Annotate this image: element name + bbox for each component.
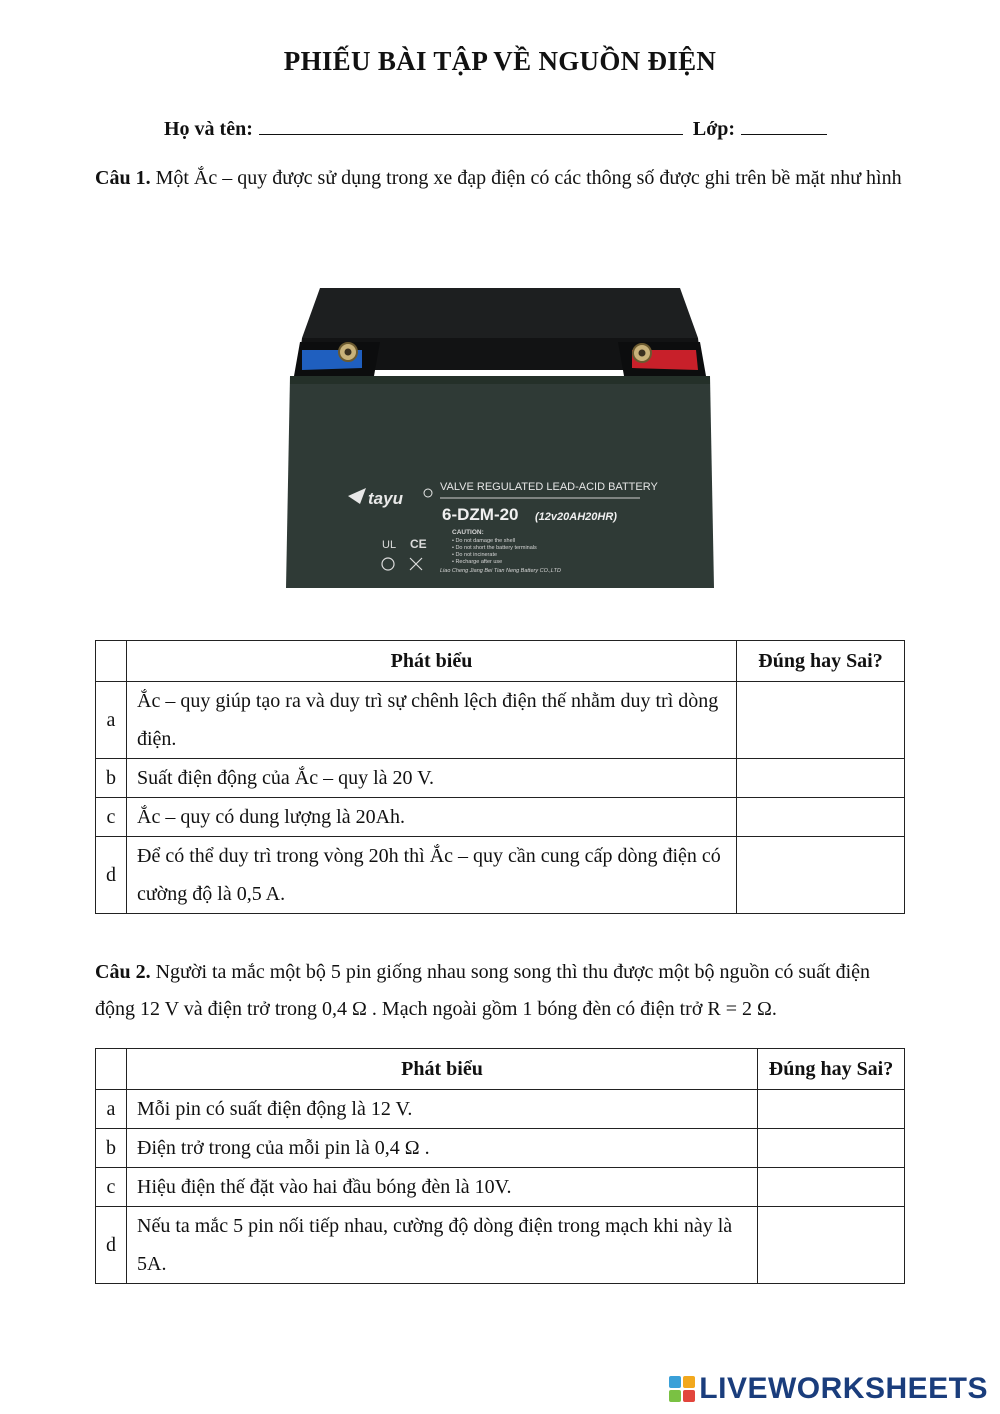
name-label: Họ và tên:	[164, 118, 253, 140]
answer-cell[interactable]	[758, 1090, 905, 1129]
battery-spec: (12v20AH20HR)	[535, 511, 617, 523]
statement-header: Phát biểu	[127, 1049, 758, 1090]
answer-cell[interactable]	[737, 682, 905, 759]
table-row	[96, 798, 905, 837]
caution-title: CAUTION:	[452, 529, 484, 536]
question-2	[95, 954, 910, 1028]
liveworksheets-logo	[669, 1372, 988, 1406]
row-statement: Mỗi pin có suất điện động là 12 V.	[127, 1090, 758, 1129]
index-header	[96, 641, 127, 682]
question-1-label: Câu 1.	[95, 167, 151, 189]
index-header	[96, 1049, 127, 1090]
row-statement: Ắc – quy có dung lượng là 20Ah.	[127, 798, 737, 837]
row-index: c	[96, 1168, 127, 1207]
student-info-line	[164, 116, 827, 141]
row-index: a	[96, 1090, 127, 1129]
statement-header: Phát biểu	[127, 641, 737, 682]
row-statement: Điện trở trong của mỗi pin là 0,4 Ω .	[127, 1129, 758, 1168]
statement-table-1	[95, 640, 905, 914]
row-index: b	[96, 1129, 127, 1168]
question-1	[95, 160, 910, 197]
battery-image	[250, 258, 750, 616]
liveworksheets-icon	[669, 1376, 695, 1402]
caution-line-2: • Do not short the battery terminals	[452, 545, 537, 551]
row-statement: Suất điện động của Ắc – quy là 20 V.	[127, 759, 737, 798]
question-2-label: Câu 2.	[95, 961, 151, 983]
table-header	[96, 1049, 905, 1090]
class-label: Lớp:	[692, 118, 736, 140]
answer-header: Đúng hay Sai?	[758, 1049, 905, 1090]
row-statement: Hiệu điện thế đặt vào hai đầu bóng đèn là 10V.	[127, 1168, 758, 1207]
table-row	[96, 1129, 905, 1168]
question-2-text: Người ta mắc một bộ 5 pin giống nhau song song thì thu được một bộ nguồn có suất điện động 12 V và điện trở trong 0,4 Ω . Mạch ngoài gồm 1 bóng đèn có điện trở R = 2 Ω.	[95, 961, 871, 1020]
svg-text:tayu: tayu	[368, 489, 403, 508]
table-header	[96, 641, 905, 682]
battery-lid	[302, 288, 698, 338]
table-row	[96, 837, 905, 914]
answer-cell[interactable]	[737, 759, 905, 798]
battery-maker: Liao Cheng Jiang Bei Tian Neng Battery CO.,LTD	[440, 568, 561, 574]
answer-cell[interactable]	[758, 1168, 905, 1207]
table-row	[96, 759, 905, 798]
row-index: d	[96, 1207, 127, 1284]
question-1-text: Một Ắc – quy được sử dụng trong xe đạp điện có các thông số được ghi trên bề mặt như hình	[150, 167, 902, 189]
table-row	[96, 1207, 905, 1284]
caution-line-1: • Do not damage the shell	[452, 538, 516, 544]
row-statement: Ắc – quy giúp tạo ra và duy trì sự chênh lệch điện thế nhằm duy trì dòng điện.	[127, 682, 737, 759]
caution-line-3: • Do not incinerate	[452, 552, 498, 558]
page-title: PHIẾU BÀI TẬP VỀ NGUỒN ĐIỆN	[283, 46, 717, 76]
answer-cell[interactable]	[758, 1207, 905, 1284]
answer-cell[interactable]	[737, 837, 905, 914]
caution-line-4: • Recharge after use	[452, 559, 503, 565]
row-index: b	[96, 759, 127, 798]
answer-cell[interactable]	[758, 1129, 905, 1168]
battery-type-text: VALVE REGULATED LEAD-ACID BATTERY	[440, 481, 658, 493]
answer-cell[interactable]	[737, 798, 905, 837]
name-input[interactable]	[259, 116, 683, 135]
row-index: c	[96, 798, 127, 837]
row-statement: Nếu ta mắc 5 pin nối tiếp nhau, cường độ dòng điện trong mạch khi này là 5A.	[127, 1207, 758, 1284]
battery-model: 6-DZM-20	[442, 505, 519, 524]
table-row	[96, 682, 905, 759]
table-row	[96, 1168, 905, 1207]
answer-header: Đúng hay Sai?	[737, 641, 905, 682]
row-index: d	[96, 837, 127, 914]
svg-text:CE: CE	[410, 537, 427, 551]
statement-table-2	[95, 1048, 905, 1284]
svg-text:UL: UL	[382, 539, 397, 551]
table-row	[96, 1090, 905, 1129]
logo-text: LIVEWORKSHEETS	[699, 1372, 988, 1405]
class-input[interactable]	[741, 116, 827, 135]
row-statement: Để có thể duy trì trong vòng 20h thì Ắc – quy cần cung cấp dòng điện có cường độ là 0,5 A.	[127, 837, 737, 914]
row-index: a	[96, 682, 127, 759]
